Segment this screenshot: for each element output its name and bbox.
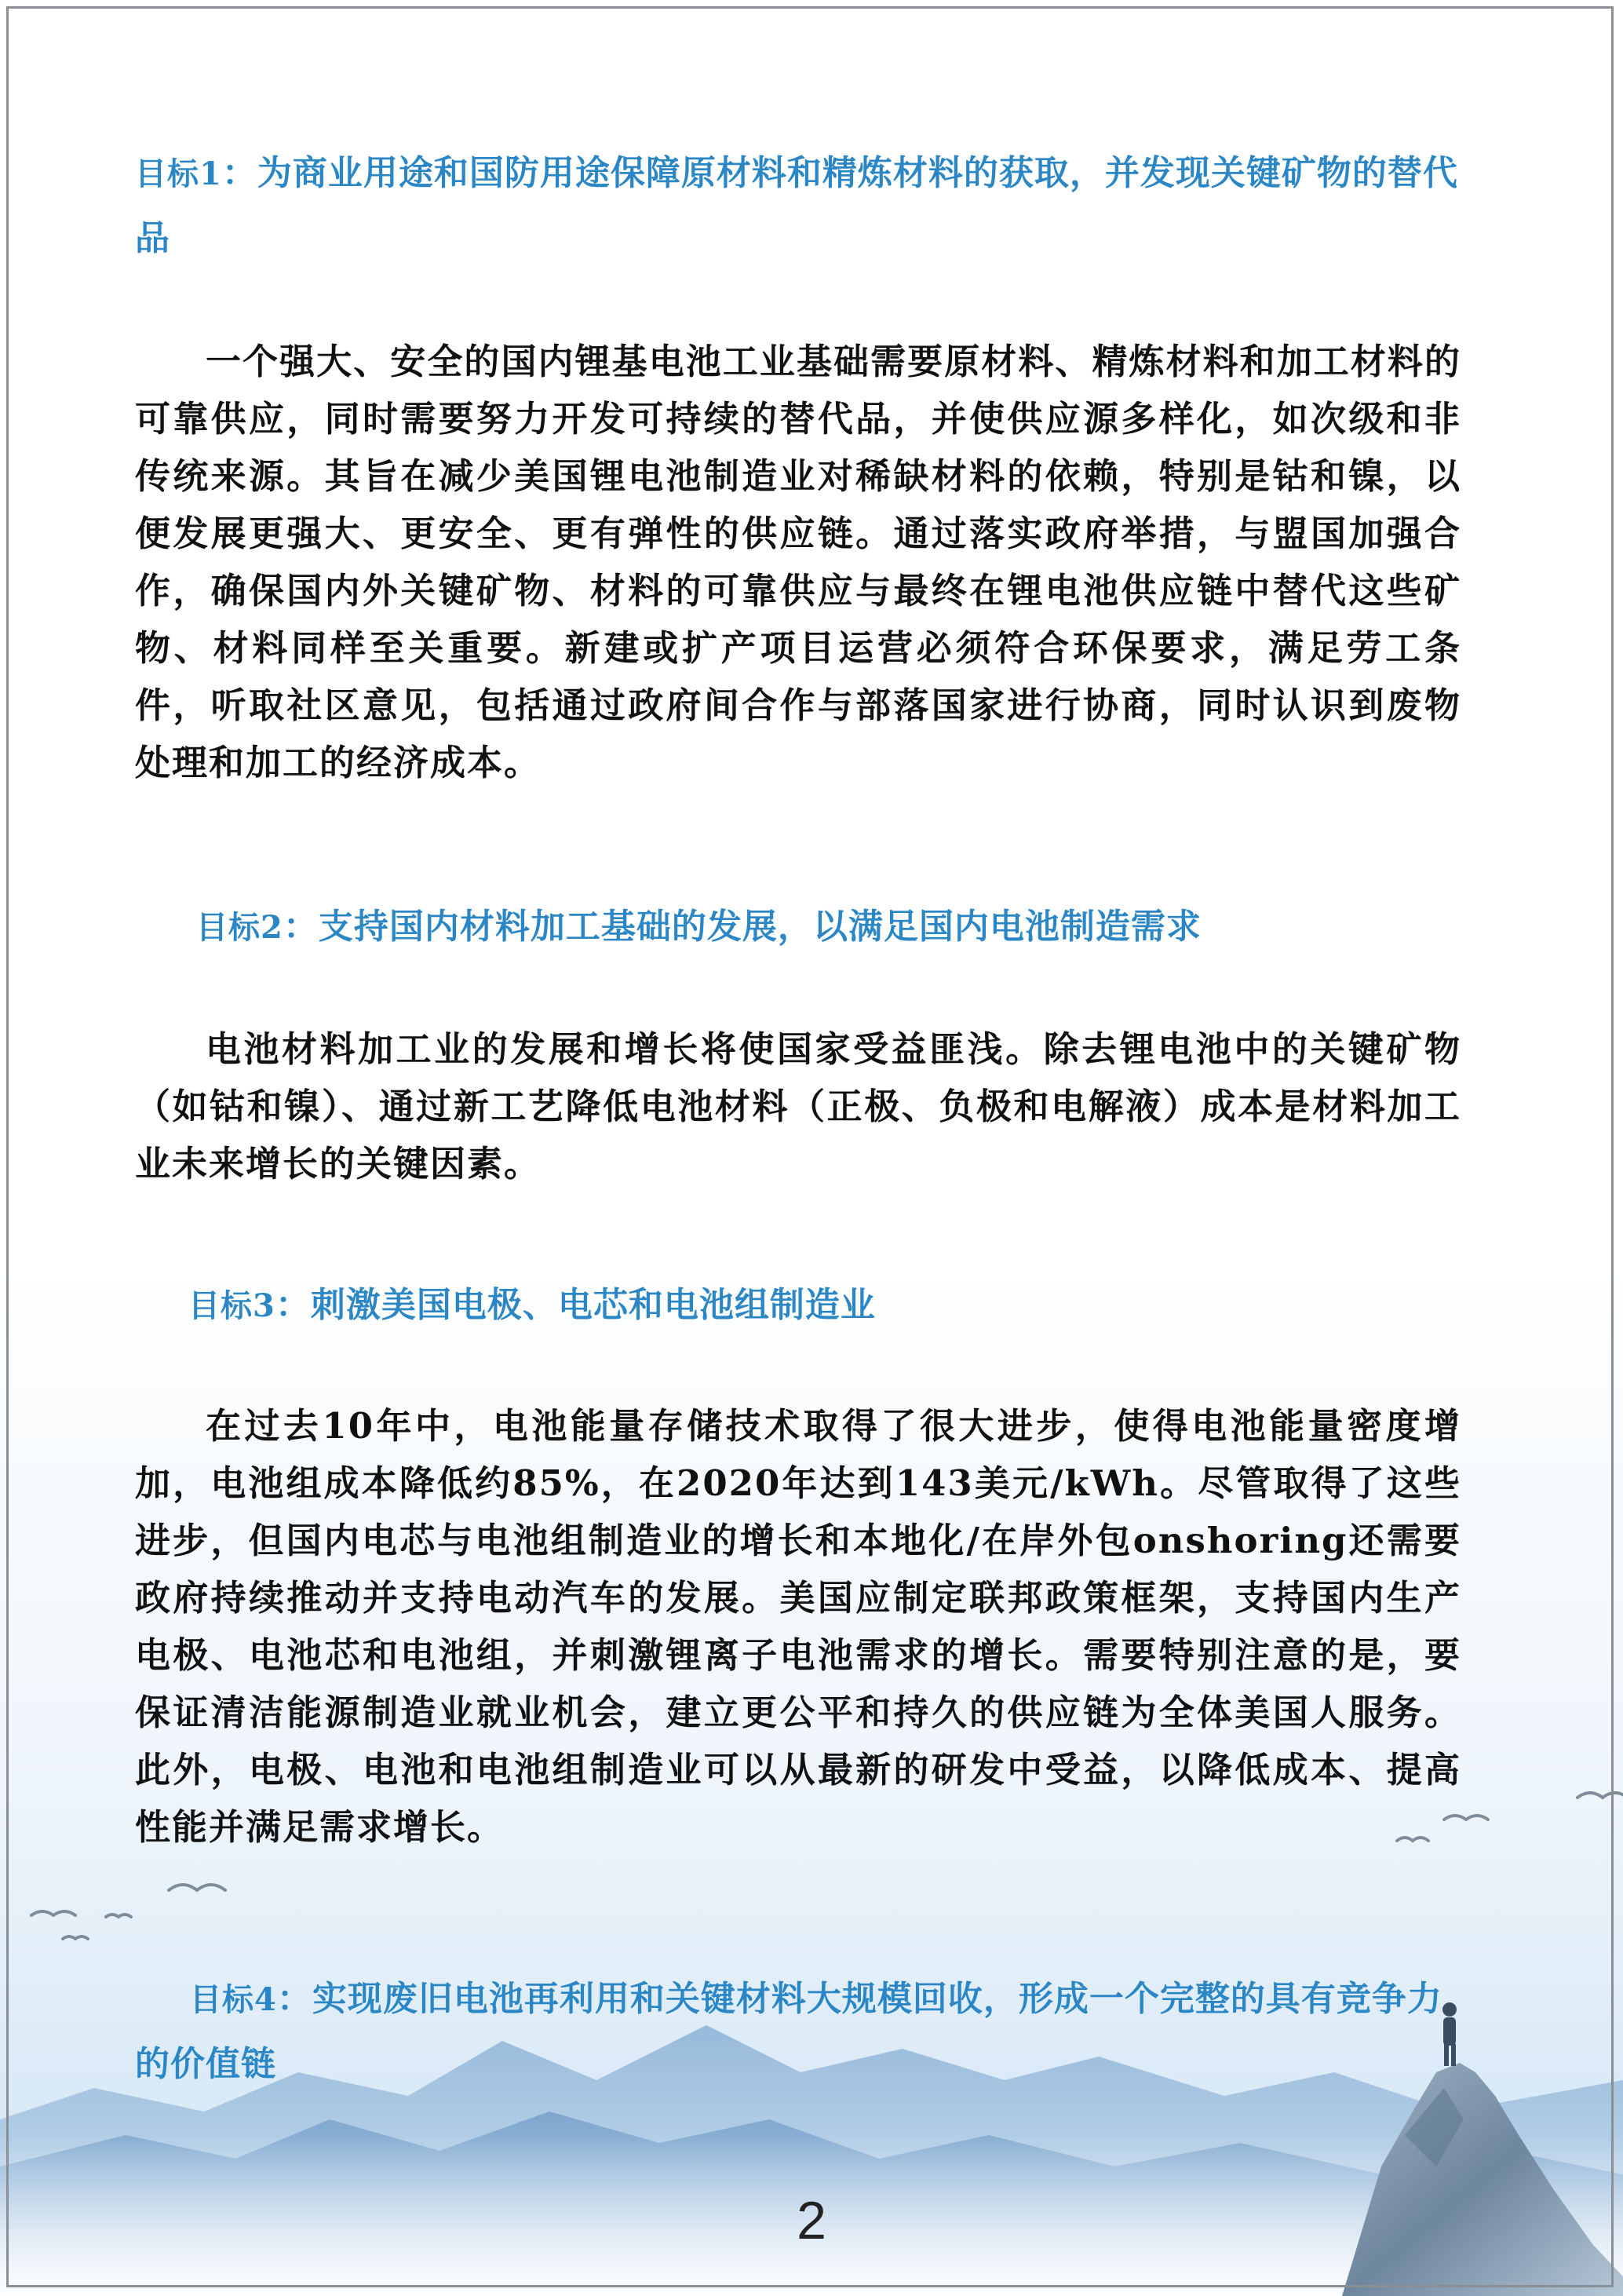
goal-4-label: 目标4 xyxy=(190,1981,277,2018)
goal-3-separator: ： xyxy=(275,1285,311,1325)
goal-3-heading xyxy=(188,1273,1483,1338)
goal-3-title: 刺激美国电极、电芯和电池组制造业 xyxy=(310,1285,876,1325)
goal-4-title: 实现废旧电池再利用和关键材料大规模回收，形成一个完整的具有竞争力的价值链 xyxy=(135,1979,1442,2084)
goal-2-label: 目标2 xyxy=(196,909,283,946)
goal-2-heading xyxy=(196,895,1491,960)
goal-2-body: 电池材料加工业的发展和增长将使国家受益匪浅。除去锂电池中的关键矿物（如钴和镍）、通过新工艺降低电池材料（正极、负极和电解液）成本是材料加工业未来增长的关键因素。 xyxy=(135,1028,1461,1185)
goal-4-heading xyxy=(135,1967,1469,2097)
goal-3-label: 目标3 xyxy=(188,1287,275,1324)
goal-1-heading xyxy=(135,141,1469,271)
goal-1-separator: ： xyxy=(221,153,257,193)
goal-1-label: 目标1 xyxy=(135,155,222,192)
page-number: 2 xyxy=(797,2191,826,2250)
goal-3-body: 在过去10年中，电池能量存储技术取得了很大进步，使得电池能量密度增加，电池组成本降低约85%，在2020年达到143美元/kWh。尽管取得了这些进步，但国内电芯与电池组制造业的增长和本地化/在岸外包onshoring还需要政府持续推动并支持电动汽车的发展。美国应制定联邦政策框架，支持国内生产电极、电池芯和电池组，并刺激锂离子电池需求的增长。需要特别注意的是，要保证清洁能源制造业就业机会，建立更公平和持久的供应链为全体美国人服务。此外，电极、电池和电池组制造业可以从最新的研发中受益，以降低成本、提高性能并满足需求增长。 xyxy=(135,1405,1461,1848)
goal-2-separator: ： xyxy=(283,907,319,947)
goal-2-title: 支持国内材料加工基础的发展，以满足国内电池制造需求 xyxy=(318,907,1202,947)
goal-1-title: 为商业用途和国防用途保障原材料和精炼材料的获取，并发现关键矿物的替代品 xyxy=(135,153,1458,258)
goal-4-separator: ： xyxy=(276,1979,312,2019)
goal-1-body: 一个强大、安全的国内锂基电池工业基础需要原材料、精炼材料和加工材料的可靠供应，同时需要努力开发可持续的替代品，并使供应源多样化，如次级和非传统来源。其旨在减少美国锂电池制造业对稀缺材料的依赖，特别是钴和镍，以便发展更强大、更安全、更有弹性的供应链。通过落实政府举措，与盟国加强合作，确保国内外关键矿物、材料的可靠供应与最终在锂电池供应链中替代这些矿物、材料同样至关重要。新建或扩产项目运营必须符合环保要求，满足劳工条件，听取社区意见，包括通过政府间合作与部落国家进行协商，同时认识到废物处理和加工的经济成本。 xyxy=(135,341,1461,783)
